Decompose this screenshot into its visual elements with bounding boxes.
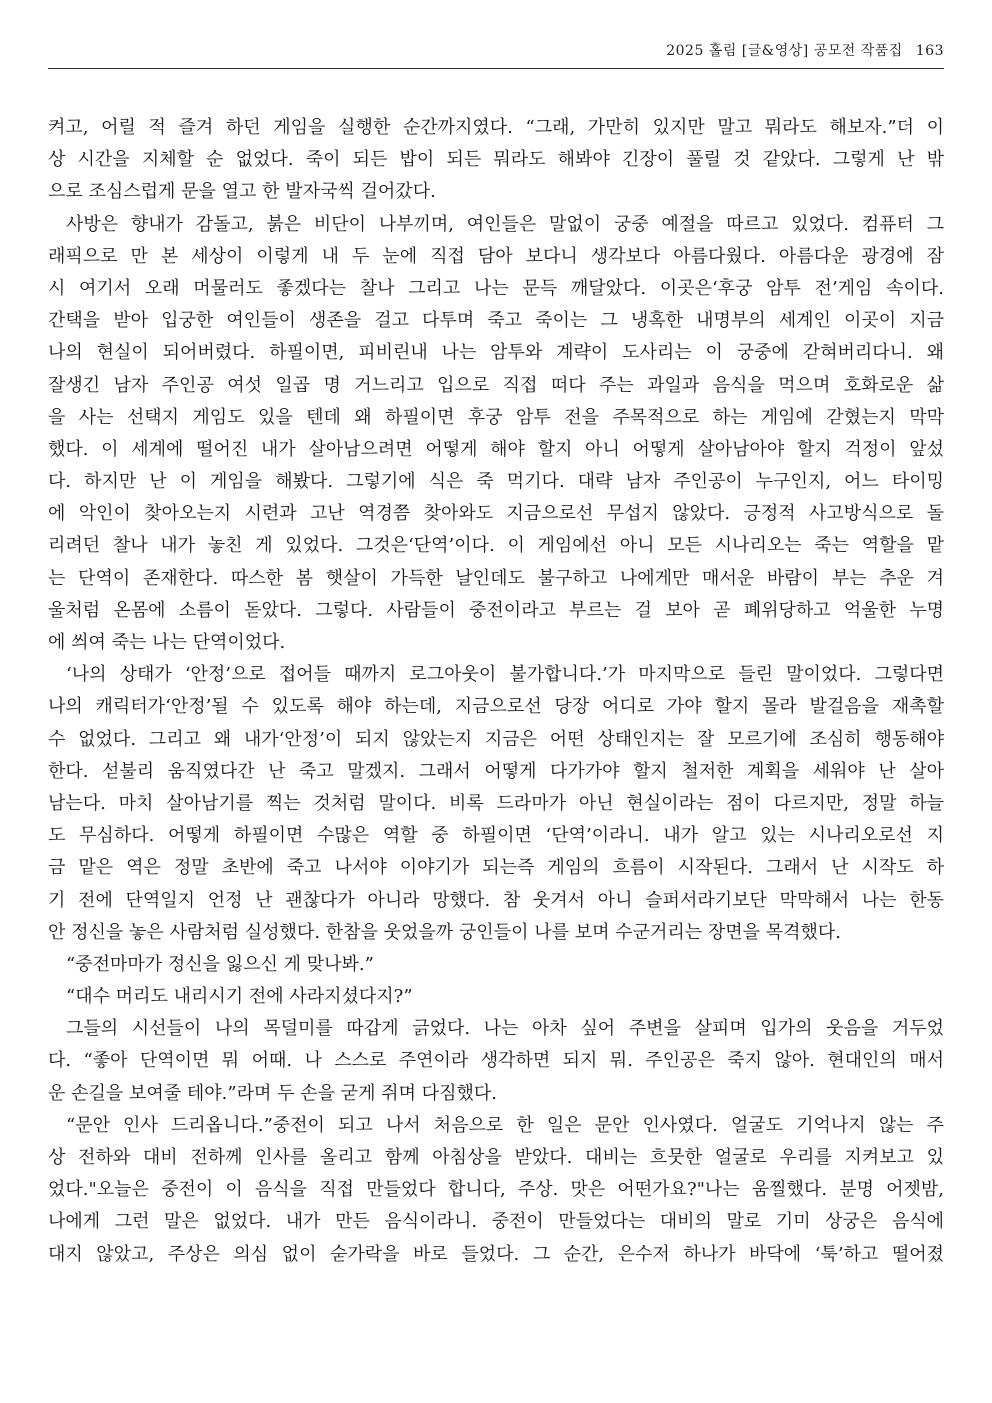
text-line: 었다."오늘은 중전이 이 음식을 직접 만들었다 합니다, 주상. 맛은 어떤가요?"나는 움찔했다. 분명 어젯밤,	[48, 1179, 944, 1201]
text-line: 나의 캐릭터가‘안정’될 수 있도록 해야 하는데, 지금으로선 당장 어디로 가야 할지 몰라 발걸음을 재촉할	[48, 696, 944, 718]
running-title: 2025 홀림 [글&영상] 공모전 작품집	[666, 43, 903, 59]
text-line: 대지 않았고, 주상은 의심 없이 숟가락을 바로 들었다. 그 순간, 은수저 하나가 바닥에 ‘툭’하고 떨어졌	[48, 1243, 944, 1265]
text-line: 나의 현실이 되어버렸다. 하필이면, 피비린내 나는 암투와 계략이 도사리는 이 궁중에 갇혀버리다니. 왜	[48, 342, 944, 364]
text-line: 나에게 그런 말은 없었다. 내가 만든 음식이라니. 중전이 만들었다는 대비의 말로 기미 상궁은 음식에	[48, 1211, 944, 1233]
text-line: 간택을 받아 입궁한 여인들이 생존을 걸고 다투며 죽고 죽이는 그 냉혹한 내명부의 세계인 이곳이 지금	[48, 310, 944, 332]
page-number: 163	[915, 43, 944, 59]
text-line: 상 시간을 지체할 순 없었다. 죽이 되든 밥이 되든 뭐라도 해봐야 긴장이 풀릴 것 같았다. 그렇게 난 밖	[48, 149, 944, 171]
text-line: 잘생긴 남자 주인공 여섯 일곱 명 거느리고 입으로 직접 떠다 주는 과일과 음식을 먹으며 호화로운 삶	[48, 374, 944, 396]
text-line: 금 맡은 역은 정말 초반에 죽고 나서야 이야기가 되는즉 게임의 흐름이 시작된다. 그래서 난 시작도 하	[48, 857, 944, 879]
text-line: 에 악인이 찾아오는지 시련과 고난 역경쯤 찾아와도 지금으로선 무섭지 않았다. 긍정적 사고방식으로 돌	[48, 503, 944, 525]
text-line: 수 없었다. 그리고 왜 내가‘안정’이 되지 않았는지 지금은 어떤 상태인지는 잘 모르기에 조심히 행동해야	[48, 728, 944, 750]
text-line: “대수 머리도 내리시기 전에 사라지셨다지?”	[66, 986, 413, 1008]
text-line: 켜고, 어릴 적 즐겨 하던 게임을 실행한 순간까지였다. “그래, 가만히 있지만 말고 뭐라도 해보자.”더 이	[48, 117, 944, 138]
header-rule	[48, 68, 944, 69]
text-line: 울처럼 온몸에 소름이 돋았다. 그렇다. 사람들이 중전이라고 부르는 걸 보아 곧 폐위당하고 억울한 누명	[48, 599, 944, 621]
text-line: 리려던 찰나 내가 놓친 게 있었다. 그것은‘단역’이다. 이 게임에선 아니 모든 시나리오는 죽는 역할을 맡	[48, 535, 944, 557]
text-line: 다. 하지만 난 이 게임을 해봤다. 그렇기에 식은 죽 먹기다. 대략 남자 주인공이 누구인지, 어느 타이밍	[48, 471, 944, 493]
text-line: 으로 조심스럽게 문을 열고 한 발자국씩 걸어갔다.	[48, 181, 436, 203]
text-line: 다. “좋아 단역이면 뭐 어때. 나 스스로 주연이라 생각하면 되지 뭐. 주인공은 죽지 않아. 현대인의 매서	[48, 1050, 944, 1072]
text-line: 상 전하와 대비 전하께 인사를 올리고 함께 아침상을 받았다. 대비는 흐뭇한 얼굴로 우리를 지켜보고 있	[48, 1147, 944, 1168]
text-line: 는 단역이 존재한다. 따스한 봄 햇살이 가득한 날인데도 불구하고 나에게만 매서운 바람이 부는 추운 겨	[48, 567, 944, 589]
body-text	[48, 112, 944, 1271]
text-line: 을 사는 선택지 게임도 있을 텐데 왜 하필이면 후궁 암투 전을 주목적으로 하는 게임에 갇혔는지 막막	[48, 406, 944, 428]
text-line: 남는다. 마치 살아남기를 찍는 것처럼 말이다. 비록 드라마가 아닌 현실이라는 점이 다르지만, 정말 하늘	[48, 792, 944, 814]
text-line: 운 손길을 보여줄 테야.”라며 두 손을 굳게 쥐며 다짐했다.	[48, 1082, 497, 1104]
running-header	[666, 40, 944, 60]
text-line: 했다. 이 세계에 떨어진 내가 살아남으려면 어떻게 해야 할지 아니 어떻게 살아남아야 할지 걱정이 앞섰	[48, 438, 944, 460]
text-line: 기 전에 단역일지 언정 난 괜찮다가 아니라 망했다. 참 웃겨서 아니 슬퍼서라기보단 막막해서 나는 한동	[48, 889, 944, 911]
text-line: 한다. 섣불리 움직였다간 난 죽고 말겠지. 그래서 어떻게 다가가야 할지 철저한 계획을 세워야 난 살아	[48, 760, 944, 782]
text-line: ‘나의 상태가 ‘안정’으로 접어들 때까지 로그아웃이 불가합니다.’가 마지막으로 들린 말이었다. 그렇다면	[66, 664, 944, 686]
text-line: 사방은 향내가 감돌고, 붉은 비단이 나부끼며, 여인들은 말없이 궁중 예절을 따르고 있었다. 컴퓨터 그	[66, 213, 944, 235]
text-line: 시 여기서 오래 머물러도 좋겠다는 찰나 그리고 나는 문득 깨달았다. 이곳은‘후궁 암투 전’게임 속이다.	[48, 277, 944, 299]
text-line: “문안 인사 드리옵니다.”중전이 되고 나서 처음으로 한 일은 문안 인사였다. 얼굴도 기억나지 않는 주	[66, 1114, 944, 1136]
text-line: “중전마마가 정신을 잃으신 게 맞나봐.”	[66, 953, 374, 975]
text-line: 에 씌여 죽는 나는 단역이었다.	[48, 632, 286, 653]
text-line: 그들의 시선들이 나의 목덜미를 따갑게 긁었다. 나는 아차 싶어 주변을 살피며 입가의 웃음을 거두었	[66, 1018, 944, 1040]
text-line: 안 정신을 놓은 사람처럼 실성했다. 한참을 웃었을까 궁인들이 나를 보며 수군거리는 장면을 목격했다.	[48, 921, 842, 943]
text-line: 래픽으로 만 본 세상이 이렇게 내 두 눈에 직접 담아 보다니 생각보다 아름다웠다. 아름다운 광경에 잠	[48, 245, 944, 267]
text-line: 도 무심하다. 어떻게 하필이면 수많은 역할 중 하필이면 ‘단역’이라니. 내가 알고 있는 시나리오로선 지	[48, 825, 944, 847]
